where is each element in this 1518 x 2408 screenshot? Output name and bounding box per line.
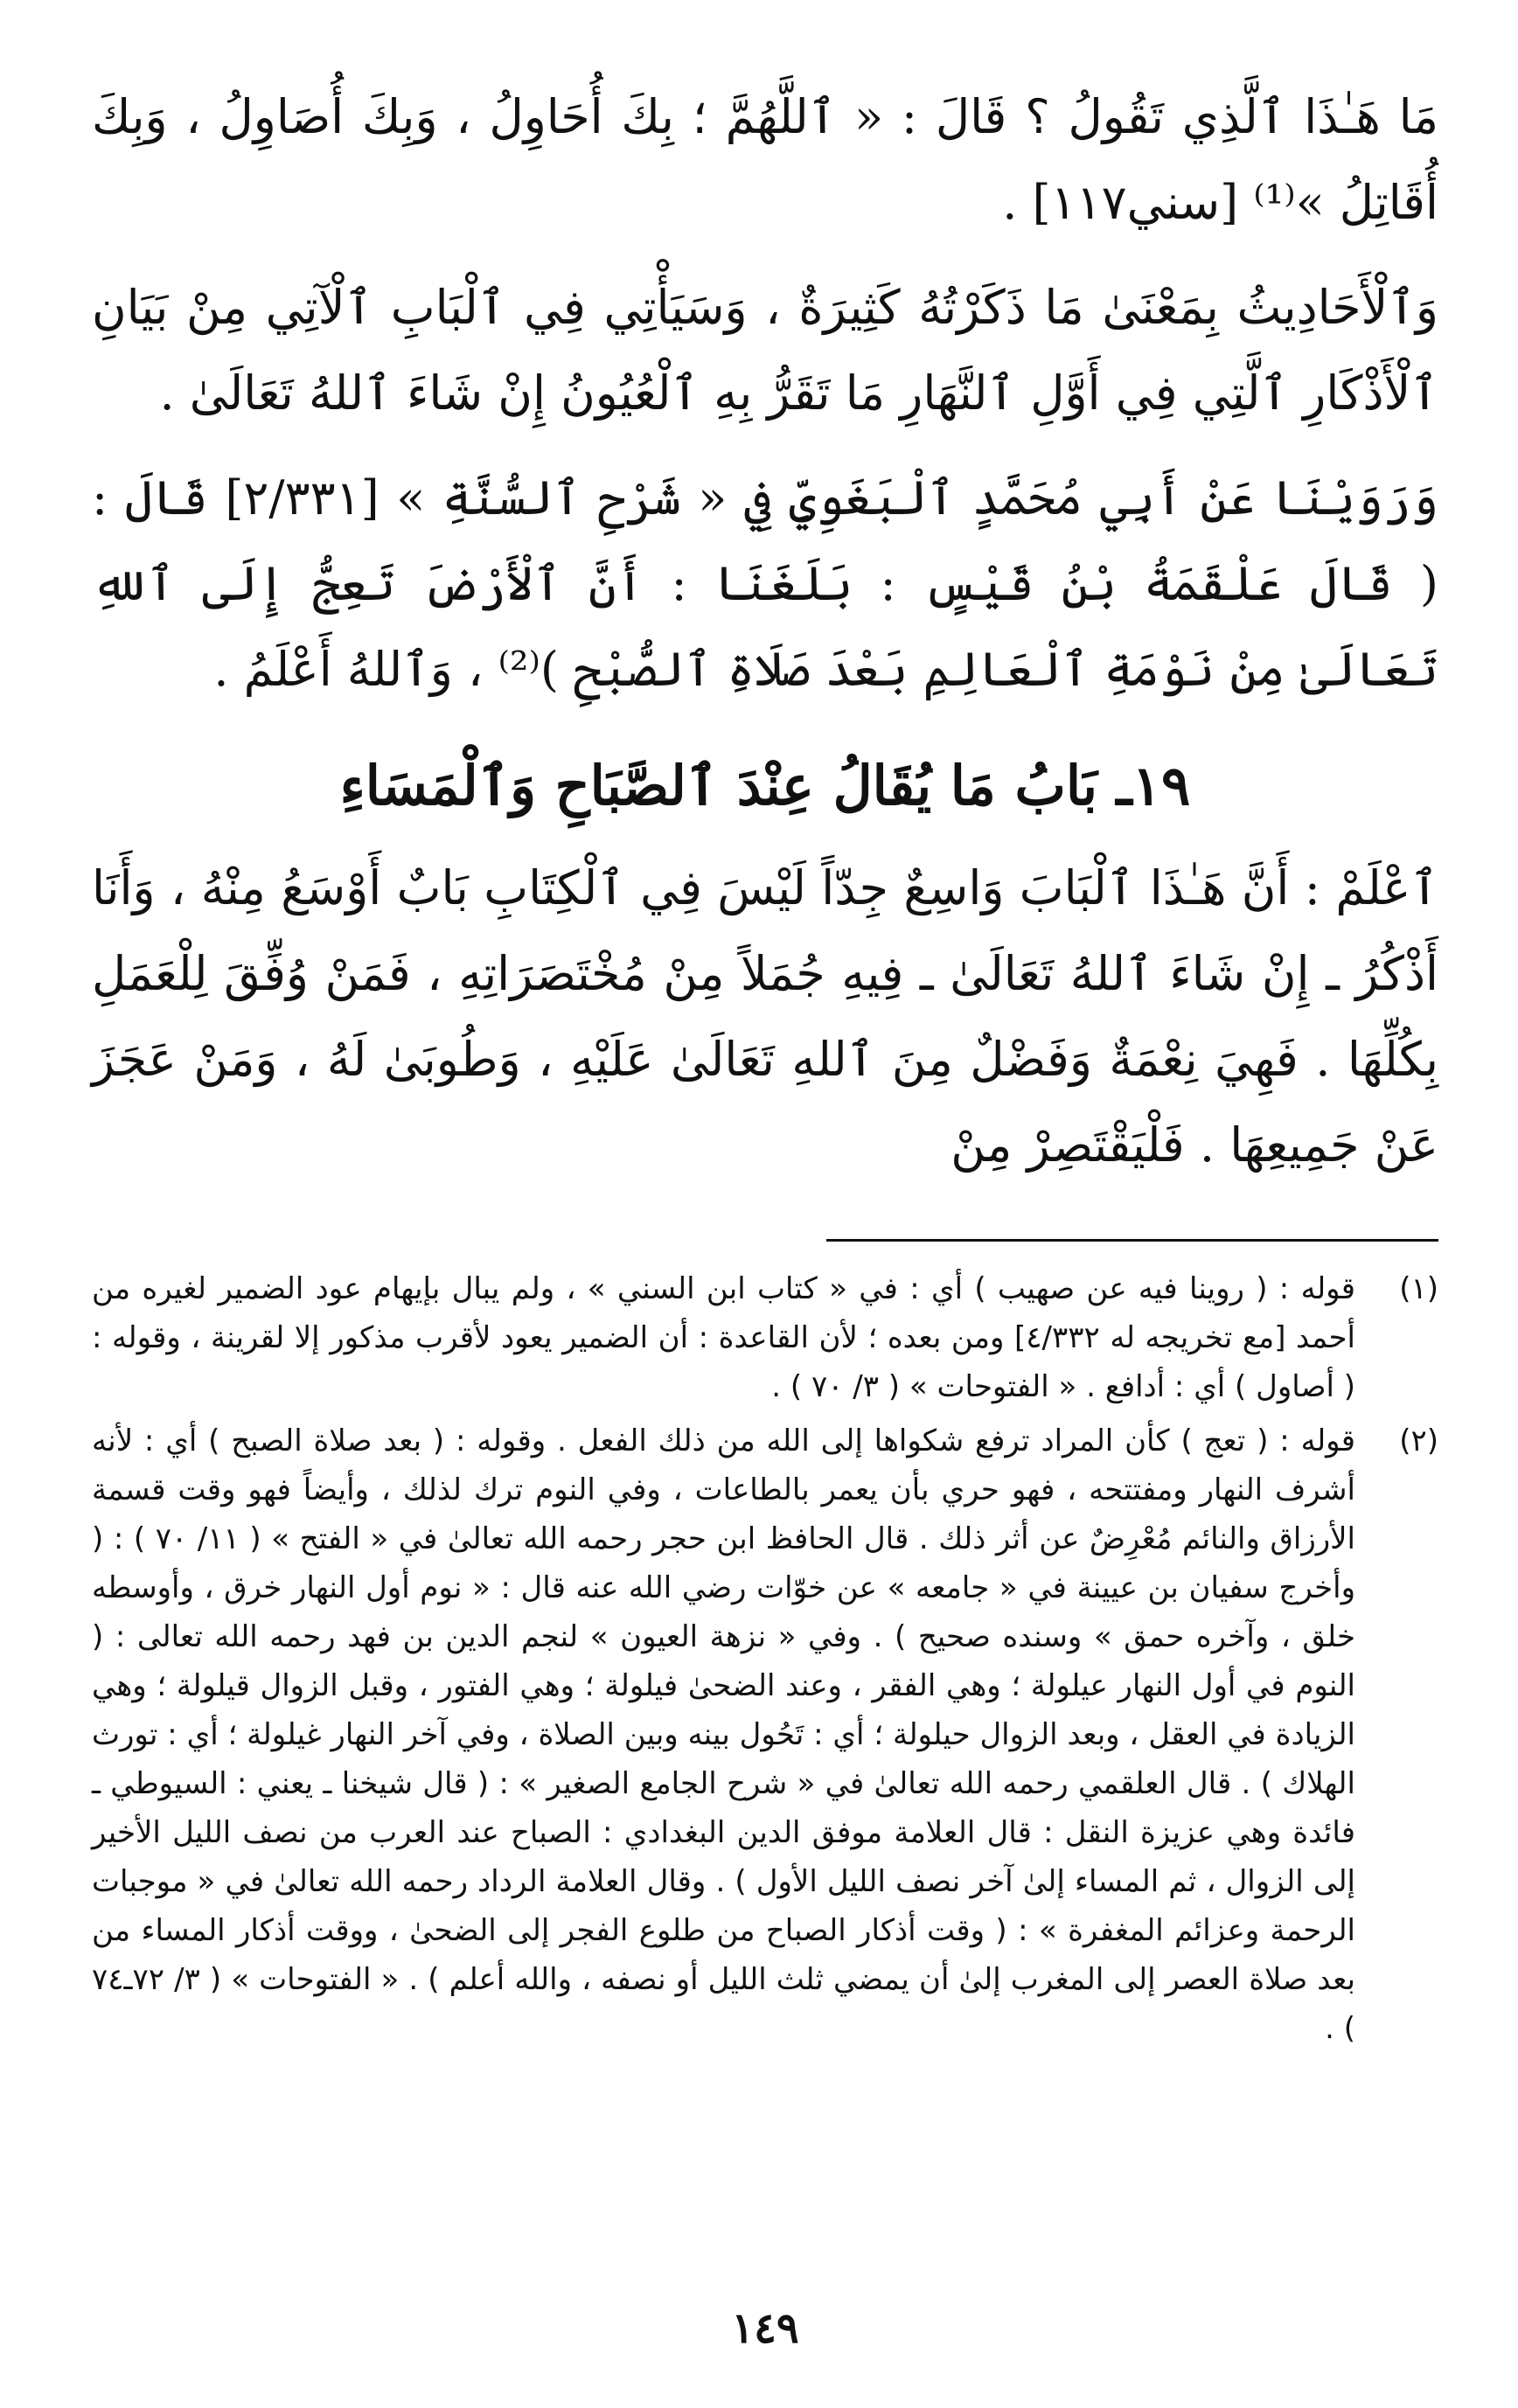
main-text — [92, 74, 1438, 1188]
footnote-number: (٢) — [1399, 1423, 1438, 1458]
paragraph-3: وَرَوَيْنَا عَنْ أَبِي مُحَمَّدٍ ٱلْبَغَوِيِّ فِي « شَرْحِ ٱلسُّنَّةِ » [٢/٣٣١] قَالَ : ( قَالَ عَلْقَمَةُ بْنُ قَيْسٍ : بَلَغَنَا : أَنَّ ٱلْأَرْضَ تَعِجُّ إِلَى ٱللهِ تَعَالَىٰ مِنْ نَوْمَةِ ٱلْعَالِمِ بَعْدَ صَلَاةِ ٱلصُّبْحِ )⁽²⁾ ، وَٱللهُ أَعْلَمُ . — [92, 470, 1438, 697]
paragraph-2: وَٱلْأَحَادِيثُ بِمَعْنَىٰ مَا ذَكَرْتُهُ كَثِيرَةٌ ، وَسَيَأْتِي فِي ٱلْبَابِ ٱلْآتِي مِنْ بَيَانِ ٱلْأَذْكَارِ ٱلَّتِي فِي أَوَّلِ ٱلنَّهَارِ مَا تَقَرُّ بِهِ ٱلْعُيُونُ إِنْ شَاءَ ٱللهُ تَعَالَىٰ . — [92, 280, 1438, 421]
footnote-2 — [92, 1416, 1438, 2053]
footnote-text: قوله : ( تعج ) كأن المراد ترفع شكواها إلى الله من ذلك الفعل . وقوله : ( بعد صلاة الصبح ) أي : لأنه أشرف النهار ومفتتحه ، فهو حري بأن يعمر بالطاعات ، وفي النوم ترك لذلك ، وأيضاً فهو وقت قسمة الأرزاق والنائم مُعْرِضٌ عن أثر ذلك . قال الحافظ ابن حجر رحمه الله تعالىٰ في « الفتح » ( ١١/ ٧٠ ) : ( وأخرج سفيان بن عيينة في « جامعه » عن خوّات رضي الله عنه قال : « نوم أول النهار خرق ، وأوسطه خلق ، وآخره حمق » وسنده صحيح ) . وفي « نزهة العيون » لنجم الدين بن فهد رحمه الله تعالى : ( النوم في أول النهار عيلولة ؛ وهي الفقر ، وعند الضحىٰ فيلولة ؛ وهي الفتور ، وقبل الزوال قيلولة ؛ وهي الزيادة في العقل ، وبعد الزوال حيلولة ؛ أي : تَحُول بينه وبين الصلاة ، وفي آخر النهار غيلولة ؛ أي : تورث الهلاك ) . قال العلقمي رحمه الله تعالىٰ في « شرح الجامع الصغير » : ( قال شيخنا ـ يعني : السيوطي ـ فائدة وهي عزيزة النقل : قال العلامة موفق الدين البغدادي : الصباح عند العرب من نصف الليل الأخير إلى الزوال ، ثم المساء إلىٰ آخر نصف الليل الأول ) . وقال العلامة الرداد رحمه الله تعالىٰ في « موجبات الرحمة وعزائم المغفرة » : ( وقت أذكار الصباح من طلوع الفجر إلى الضحىٰ ، ووقت أذكار المساء من بعد صلاة العصر إلى المغرب إلىٰ أن يمضي ثلث الليل أو نصفه ، والله أعلم ) . « الفتوحات » ( ٣/ ٧٢ـ٧٤ ) . — [92, 1423, 1355, 2046]
footnote-divider — [826, 1239, 1438, 1242]
page-number: ١٤٩ — [731, 2304, 799, 2353]
chapter-paragraph: ٱعْلَمْ : أَنَّ هَـٰذَا ٱلْبَابَ وَاسِعٌ جِدّاً لَيْسَ فِي ٱلْكِتَابِ بَابٌ أَوْسَعُ مِنْهُ ، وَأَنَا أَذْكُرُ ـ إِنْ شَاءَ ٱللهُ تَعَالَىٰ ـ فِيهِ جُمَلاً مِنْ مُخْتَصَرَاتِهِ ، فَمَنْ وُفِّقَ لِلْعَمَلِ بِكُلِّهَا . فَهِيَ نِعْمَةٌ وَفَضْلٌ مِنَ ٱللهِ تَعَالَىٰ عَلَيْهِ ، وَطُوبَىٰ لَهُ ، وَمَنْ عَجَزَ عَنْ جَمِيعِهَا . فَلْيَقْتَصِرْ مِنْ — [92, 860, 1438, 1173]
footnote-text: قوله : ( روينا فيه عن صهيب ) أي : في « كتاب ابن السني » ، ولم يبال بإيهام عود الضمير لغيره من أحمد [مع تخريجه له ٤/٣٣٢] ومن بعده ؛ لأن القاعدة : أن الضمير يعود لأقرب مذكور إلا لقرينة ، وقوله : ( أصاول ) أي : أدافع . « الفتوحات » ( ٣/ ٧٠ ) . — [92, 1271, 1356, 1404]
footnotes — [92, 1264, 1438, 2053]
paragraph-1: مَا هَـٰذَا ٱلَّذِي تَقُولُ ؟ قَالَ : « ٱللَّهُمَّ ؛ بِكَ أُحَاوِلُ ، وَبِكَ أُصَاوِلُ ، وَبِكَ أُقَاتِلُ »⁽¹⁾ [سني١١٧] . — [92, 89, 1438, 230]
book-page — [92, 74, 1438, 2365]
footnote-number: (١) — [1399, 1271, 1438, 1306]
footnote-1 — [92, 1264, 1438, 1411]
chapter-heading: ١٩ـ بَابُ مَا يُقَالُ عِنْدَ ٱلصَّبَاحِ وَٱلْمَسَاءِ — [339, 754, 1191, 818]
